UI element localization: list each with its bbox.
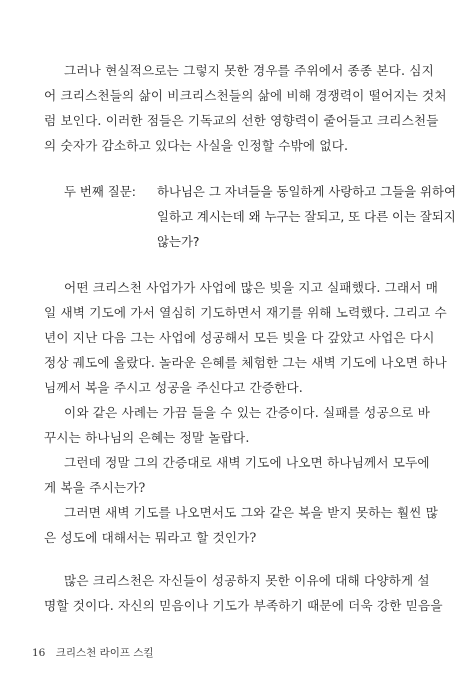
- book-title: 크리스천 라이프 스킬: [55, 647, 154, 659]
- text-line: 그러면 새벽 기도를 나오면서도 그와 같은 복을 받지 못하는 훨씬 많: [64, 505, 439, 520]
- text-line: 명할 것이다. 자신의 믿음이나 기도가 부족하기 때문에 더욱 강한 믿음을: [44, 598, 443, 613]
- text-line: 게 복을 주시는가?: [44, 480, 146, 495]
- text-line: 럼 보인다. 이러한 점들은 기독교의 선한 영향력이 줄어들고 크리스천들: [44, 113, 439, 128]
- text-line: 어 크리스천들의 삶이 비크리스천들의 삶에 비해 경쟁력이 떨어지는 것처: [44, 88, 447, 103]
- text-line: 님께서 복을 주시고 성공을 주신다고 간증한다.: [44, 380, 303, 395]
- question-line: 일하고 계시는데 왜 누구는 잘되고, 또 다른 이는 잘되지: [157, 209, 456, 224]
- text-line: 이와 같은 사례는 가끔 들을 수 있는 간증이다. 실패를 성공으로 바: [64, 405, 430, 420]
- text-line: 년이 지난 다음 그는 사업에 성공해서 모든 빚을 다 갚았고 사업은 다시: [44, 330, 435, 345]
- page-number: 16: [32, 647, 46, 659]
- question-line: 않는가?: [157, 234, 200, 249]
- text-line: 은 성도에 대해서는 뭐라고 할 것인가?: [44, 530, 257, 545]
- text-line: 그러나 현실적으로는 그렇지 못한 경우를 주위에서 종종 본다. 심지: [64, 63, 434, 78]
- page-footer: [32, 645, 154, 660]
- text-line: 꾸시는 하나님의 은혜는 정말 놀랍다.: [44, 430, 250, 445]
- text-line: 정상 궤도에 올랐다. 놀라운 은혜를 체험한 그는 새벽 기도에 나오면 하나: [44, 355, 447, 370]
- question-label: 두 번째 질문:: [64, 184, 136, 199]
- text-line: 의 숫자가 감소하고 있다는 사실을 인정할 수밖에 없다.: [44, 138, 349, 153]
- text-line: 일 새벽 기도에 가서 열심히 기도하면서 재기를 위해 노력했다. 그리고 수: [44, 305, 447, 320]
- text-line: 많은 크리스천은 자신들이 성공하지 못한 이유에 대해 다양하게 설: [64, 573, 430, 588]
- text-line: 어떤 크리스천 사업가가 사업에 많은 빚을 지고 실패했다. 그래서 매: [64, 280, 439, 295]
- question-line: 하나님은 그 자녀들을 동일하게 사랑하고 그들을 위하여: [157, 184, 456, 199]
- text-line: 그런데 정말 그의 간증대로 새벽 기도에 나오면 하나님께서 모두에: [64, 455, 430, 470]
